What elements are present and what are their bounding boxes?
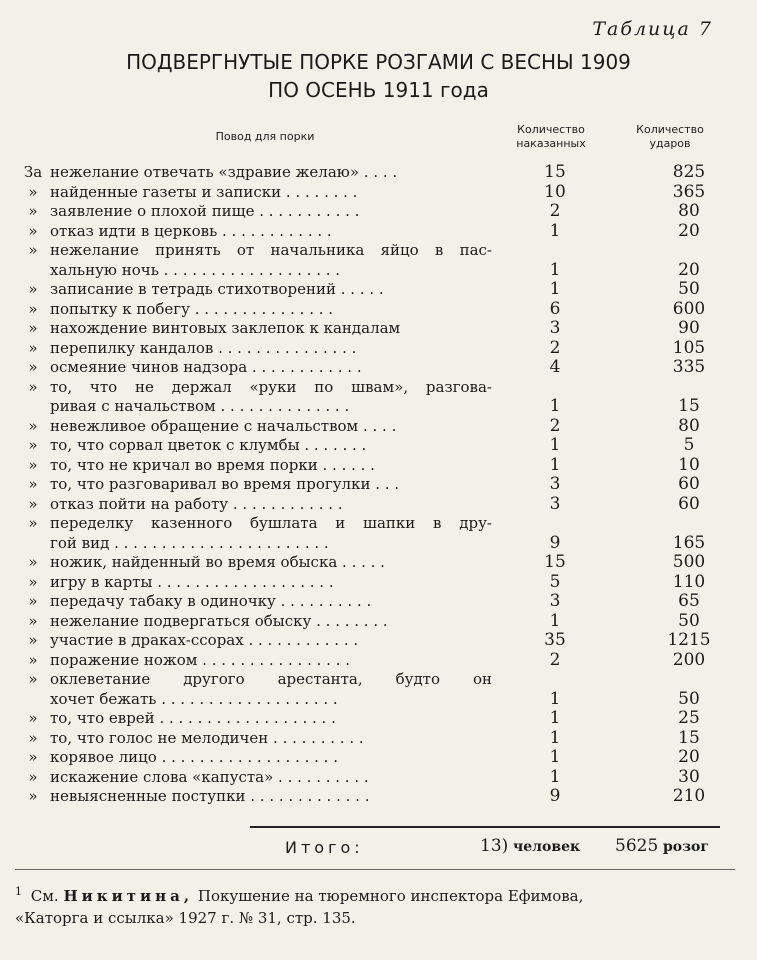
row-line xyxy=(22,300,742,320)
reason-text: перепилку кандалов . . . . . . . . . . . . . . . xyxy=(50,338,357,357)
row-line xyxy=(22,378,742,398)
strikes-count: 20 xyxy=(678,747,700,767)
table-row xyxy=(22,651,742,671)
strikes-count: 1215 xyxy=(667,630,711,650)
strikes-count: 50 xyxy=(678,279,700,299)
row-line xyxy=(22,534,742,554)
reason-text: гой вид . . . . . . . . . . . . . . . . . . . . . . . xyxy=(50,533,329,552)
punished-count: 1 xyxy=(549,279,561,299)
table-row xyxy=(22,436,742,456)
row-line xyxy=(22,456,742,476)
punished-count: 1 xyxy=(549,688,561,709)
table-row xyxy=(22,378,742,417)
table-row xyxy=(22,573,742,593)
table-row xyxy=(22,417,742,437)
row-line xyxy=(22,417,742,437)
reason-text: оклеветание другого арестанта, будто он xyxy=(50,670,492,688)
table-row xyxy=(22,631,742,651)
reason-text: то, что разговаривал во время прогулки . . . xyxy=(50,475,400,493)
reason-text: отказ идти в церковь . . . . . . . . . . . . xyxy=(50,221,332,240)
strikes-count: 105 xyxy=(672,337,706,358)
ditto-mark: » xyxy=(28,377,38,396)
row-line xyxy=(22,729,742,749)
table-row xyxy=(22,241,742,280)
table-row xyxy=(22,787,742,807)
strikes-count: 600 xyxy=(672,298,706,319)
reason-text: корявое лицо . . . . . . . . . . . . . . . . . . . xyxy=(50,748,338,766)
ditto-mark: » xyxy=(28,748,38,766)
row-line xyxy=(22,261,742,281)
punishment-table xyxy=(22,163,742,807)
table-row xyxy=(22,475,742,495)
strikes-count: 165 xyxy=(672,532,706,553)
strikes-count: 50 xyxy=(678,688,700,709)
row-line xyxy=(22,163,742,183)
reason-text: то, что еврей . . . . . . . . . . . . . . . . . . . xyxy=(50,709,336,727)
punished-count: 3 xyxy=(549,474,561,494)
punished-count: 2 xyxy=(549,649,561,670)
footnote-rule xyxy=(15,869,735,870)
strikes-count: 110 xyxy=(672,571,706,592)
ditto-mark: » xyxy=(28,592,38,610)
footnote xyxy=(15,881,730,929)
table-row xyxy=(22,456,742,476)
row-line xyxy=(22,436,742,456)
reason-text: то, что сорвал цветок с клумбы . . . . . . . xyxy=(50,436,367,454)
footnote-number: 1 xyxy=(15,885,22,898)
reason-text: то, что не кричал во время порки . . . . . . xyxy=(50,455,375,474)
table-title-line2: ПО ОСЕНЬ 1911 года xyxy=(268,78,489,102)
punished-count: 1 xyxy=(549,727,561,748)
reason-text: записание в тетрадь стихотворений . . . . . xyxy=(50,280,384,298)
reason-text: хальную ночь . . . . . . . . . . . . . . . . . . . xyxy=(50,260,341,279)
row-line xyxy=(22,358,742,378)
strikes-count: 25 xyxy=(678,708,700,728)
row-line xyxy=(22,475,742,495)
strikes-count: 825 xyxy=(672,162,706,182)
row-line xyxy=(22,183,742,203)
ditto-mark: » xyxy=(28,514,38,532)
row-line xyxy=(22,202,742,222)
table-row xyxy=(22,553,742,573)
table-number: Таблица 7 xyxy=(592,18,713,40)
punished-count: 1 xyxy=(549,747,561,767)
header-count-line1: Количество xyxy=(517,123,585,136)
row-line xyxy=(22,514,742,534)
table-row xyxy=(22,163,742,183)
punished-count: 5 xyxy=(549,571,561,592)
reason-text: хочет бежать . . . . . . . . . . . . . . . . . . . xyxy=(50,689,338,708)
reason-text: невыясненные поступки . . . . . . . . . . . . . xyxy=(50,787,370,805)
row-line xyxy=(22,222,742,242)
strikes-count: 365 xyxy=(672,181,706,202)
strikes-count: 60 xyxy=(678,493,700,514)
punished-count: 3 xyxy=(549,493,561,514)
row-line xyxy=(22,339,742,359)
header-count xyxy=(495,123,607,151)
punished-count: 3 xyxy=(549,318,561,338)
punished-count: 1 xyxy=(549,766,561,787)
reason-text: отказ пойти на работу . . . . . . . . . . . . xyxy=(50,494,343,513)
punished-count: 15 xyxy=(544,552,566,572)
ditto-mark: » xyxy=(28,728,38,747)
reason-text: нежелание отвечать «здравие желаю» . . . . xyxy=(50,163,398,181)
row-line xyxy=(22,651,742,671)
footnote-line1 xyxy=(15,881,730,907)
strikes-count: 80 xyxy=(678,415,700,436)
reason-text: поражение ножом . . . . . . . . . . . . . . . . xyxy=(50,650,350,669)
reason-text: невежливое обращение с начальством . . . . xyxy=(50,416,397,435)
total-count-unit: человек xyxy=(513,839,581,855)
reason-text: осмеяние чинов надзора . . . . . . . . . . . . xyxy=(50,358,362,376)
row-line xyxy=(22,631,742,651)
row-line xyxy=(22,495,742,515)
total-count: 13) xyxy=(480,836,509,856)
table-row xyxy=(22,612,742,632)
reason-text: нахождение винтовых заклепок к кандалам xyxy=(50,319,401,337)
strikes-count: 5 xyxy=(683,435,695,455)
ditto-mark: » xyxy=(28,436,38,454)
strikes-count: 65 xyxy=(678,591,700,611)
ditto-mark: » xyxy=(28,709,38,727)
reason-text: переделку казенного бушлата и шапки в дру- xyxy=(50,514,492,532)
strikes-count: 20 xyxy=(678,259,700,280)
table-row xyxy=(22,592,742,612)
ditto-mark: » xyxy=(28,280,38,298)
punished-count: 1 xyxy=(549,454,561,475)
ditto-mark: » xyxy=(28,416,38,435)
ditto-mark: » xyxy=(28,319,38,337)
header-count-line2: наказанных xyxy=(516,137,586,150)
strikes-count: 90 xyxy=(678,318,700,338)
strikes-count: 15 xyxy=(678,396,700,416)
strikes-count: 15 xyxy=(678,727,700,748)
ditto-mark: » xyxy=(28,572,38,591)
ditto-mark: » xyxy=(28,553,38,571)
punished-count: 1 xyxy=(549,435,561,455)
ditto-mark: » xyxy=(28,358,38,376)
ditto-mark: » xyxy=(28,787,38,805)
punished-count: 6 xyxy=(549,298,561,319)
row-line xyxy=(22,690,742,710)
punished-count: 15 xyxy=(544,162,566,182)
reason-text: участие в драках-ссорах . . . . . . . . . . . . xyxy=(50,631,359,649)
table-row xyxy=(22,358,742,378)
strikes-count: 200 xyxy=(672,649,706,670)
punished-count: 10 xyxy=(544,181,566,202)
punished-count: 1 xyxy=(549,396,561,416)
ditto-mark: » xyxy=(28,221,38,240)
reason-text: передачу табаку в одиночку . . . . . . . . . . xyxy=(50,592,372,610)
row-line xyxy=(22,553,742,573)
punished-count: 1 xyxy=(549,610,561,631)
reason-text: искажение слова «капуста» . . . . . . . . . . xyxy=(50,767,369,786)
punished-count: 4 xyxy=(549,357,561,377)
strikes-count: 80 xyxy=(678,201,700,221)
punished-count: 9 xyxy=(549,786,561,806)
row-line xyxy=(22,241,742,261)
punished-count: 2 xyxy=(549,201,561,221)
table-row xyxy=(22,222,742,242)
row-line xyxy=(22,748,742,768)
ditto-mark: » xyxy=(28,338,38,357)
reason-text: нежелание подвергаться обыску . . . . . . . . xyxy=(50,611,388,630)
reason-text: то, что голос не мелодичен . . . . . . . . . . xyxy=(50,728,364,747)
ditto-mark: » xyxy=(28,631,38,649)
row-line xyxy=(22,592,742,612)
ditto-mark: » xyxy=(28,455,38,474)
strikes-count: 30 xyxy=(678,766,700,787)
punished-count: 2 xyxy=(549,337,561,358)
table-row xyxy=(22,748,742,768)
footnote-author: Никитина, xyxy=(63,887,194,905)
footnote-line2: «Каторга и ссылка» 1927 г. № 31, стр. 135. xyxy=(15,909,356,927)
ditto-mark: » xyxy=(28,241,38,259)
header-strikes-line1: Количество xyxy=(636,123,704,136)
strikes-count: 210 xyxy=(672,786,706,806)
total-label: Итого: xyxy=(285,838,364,857)
table-row xyxy=(22,339,742,359)
reason-text: найденные газеты и записки . . . . . . . . xyxy=(50,182,358,201)
reason-text: игру в карты . . . . . . . . . . . . . . . . . . . xyxy=(50,572,334,591)
strikes-count: 20 xyxy=(678,220,700,241)
table-row xyxy=(22,202,742,222)
reason-text: ривая с начальством . . . . . . . . . . . . . . xyxy=(50,397,350,415)
header-strikes-line2: ударов xyxy=(649,137,691,150)
ditto-mark: » xyxy=(28,494,38,513)
ditto-mark: » xyxy=(28,182,38,201)
punished-count: 3 xyxy=(549,591,561,611)
total-rule xyxy=(250,826,720,828)
strikes-count: 335 xyxy=(672,357,706,377)
footnote-title: Покушение на тюремного инспектора Ефимова, xyxy=(197,887,584,905)
header-reason: Повод для порки xyxy=(215,130,315,143)
punished-count: 1 xyxy=(549,708,561,728)
strikes-count: 50 xyxy=(678,610,700,631)
ditto-mark: » xyxy=(28,650,38,669)
row-line xyxy=(22,573,742,593)
row-line xyxy=(22,787,742,807)
row-line xyxy=(22,397,742,417)
table-row xyxy=(22,670,742,709)
punished-count: 2 xyxy=(549,415,561,436)
table-row xyxy=(22,514,742,553)
header-strikes xyxy=(615,123,725,151)
table-row xyxy=(22,300,742,320)
ditto-mark: » xyxy=(28,299,38,318)
ditto-mark: » xyxy=(28,475,38,493)
ditto-mark: » xyxy=(28,611,38,630)
ditto-mark: » xyxy=(28,670,38,688)
row-line xyxy=(22,612,742,632)
row-prefix: За xyxy=(23,163,43,181)
row-line xyxy=(22,319,742,339)
row-line xyxy=(22,670,742,690)
strikes-count: 60 xyxy=(678,474,700,494)
table-row xyxy=(22,729,742,749)
row-line xyxy=(22,768,742,788)
reason-text: то, что не держал «руки по швам», разгова- xyxy=(50,377,492,396)
row-line xyxy=(22,709,742,729)
punished-count: 1 xyxy=(549,220,561,241)
ditto-mark: » xyxy=(28,202,38,220)
reason-text: ножик, найденный во время обыска . . . . . xyxy=(50,553,385,571)
punished-count: 9 xyxy=(549,532,561,553)
punished-count: 35 xyxy=(544,630,566,650)
reason-text: нежелание принять от начальника яйцо в пас- xyxy=(50,241,492,259)
table-row xyxy=(22,495,742,515)
table-row xyxy=(22,319,742,339)
total-strikes-unit: розог xyxy=(663,839,709,855)
table-row xyxy=(22,709,742,729)
strikes-count: 10 xyxy=(678,454,700,475)
table-title-line1: ПОДВЕРГНУТЫЕ ПОРКЕ РОЗГАМИ С ВЕСНЫ 1909 xyxy=(126,50,631,74)
row-line xyxy=(22,280,742,300)
footnote-prefix: См. xyxy=(30,887,59,905)
table-row xyxy=(22,183,742,203)
table-row xyxy=(22,280,742,300)
ditto-mark: » xyxy=(28,767,38,786)
table-row xyxy=(22,768,742,788)
punished-count: 1 xyxy=(549,259,561,280)
reason-text: попытку к побегу . . . . . . . . . . . . . . . xyxy=(50,299,334,318)
strikes-count: 500 xyxy=(672,552,706,572)
reason-text: заявление о плохой пище . . . . . . . . . . . xyxy=(50,202,360,220)
total-strikes: 5625 xyxy=(615,836,659,856)
